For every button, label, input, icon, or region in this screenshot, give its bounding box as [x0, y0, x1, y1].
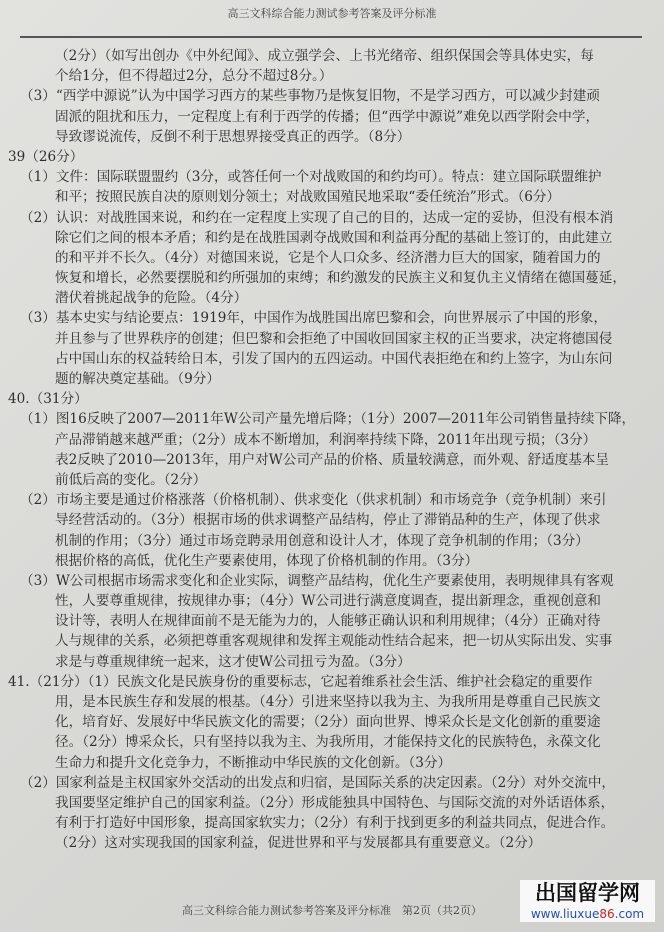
page-footer: 高三文科综合能力测试参考答案及评分标准 第2页（共2页） [182, 904, 482, 917]
text-line: （2）市场主要是通过价格涨落（价格机制）、供求变化（供求机制）和市场竞争（竞争机制）来引 [20, 492, 607, 509]
text-line: 根据价格的高低，优化生产要素使用，体现了价格机制的作用。（3分） [55, 552, 479, 569]
text-line: 机制的作用；（3分）通过市场竞聘录用创意和设计人才，体现了竞争机制的作用；（3分） [55, 532, 589, 549]
text-line: （3）W公司根据市场需求变化和企业实际，调整产品结构，优化生产要素使用，表明规律具有客观 [20, 572, 614, 589]
text-line: 占中国山东的权益转给日本，引发了国内的五四运动。中国代表拒绝在和约上签字，为山东问 [55, 350, 613, 367]
text-line: （3）“西学中源说”认为中国学习西方的某些事物乃是恢复旧物，不是学习西方，可以减少封建顽 [20, 88, 600, 105]
page-header: 高三文科综合能力测试参考答案及评分标准 [227, 7, 437, 20]
text-line: 导致谬说流传，反倒不利于思想界接受真正的西学。（8分） [55, 128, 411, 145]
text-line: 径。（2分）博采众长，只有坚持以我为主、为我所用，才能保持文化的民族特色，永葆文化 [55, 734, 601, 751]
text-line: 产品滞销越来越严重；（2分）成本不断增加，利润率持续下降，2011年出现亏损；（3分） [55, 431, 597, 448]
text-line: 导经营活动的。（3分）根据市场的供求调整产品结构，停止了滞销品种的生产，体现了供求 [55, 512, 601, 529]
text-line: 潜伏着挑起战争的危险。（4分） [55, 290, 248, 307]
text-line: （2分）（如写出创办《中外纪闻》、成立强学会、上书光绪帝、组织保国会等具体史实，每 [55, 48, 594, 64]
header-rule [20, 36, 642, 38]
text-line: 用，是本民族生存和发展的根基。（4分）引进来坚持以我为主、为我所用是尊重自己民族文 [55, 694, 601, 710]
text-line: 我国要坚定维护自己的国家利益。（2分）形成能独具中国特色、与国际交流的对外话语体系， [55, 794, 615, 811]
watermark-url-part: 86 [599, 907, 615, 921]
text-line: （1）文件：国际联盟盟约（3分，或答任何一个对战败国的和约均可）。特点：建立国际联盟维护 [20, 169, 602, 186]
answer-body [0, 46, 664, 854]
text-line: 表2反映了2010—2013年，用户对W公司产品的价格、质量较满意，而外观、舒适度基本呈 [55, 451, 609, 468]
text-line: 人与规律的关系，必须把尊重客观规律和发挥主观能动性结合起来，把一切从实际出发、实事 [55, 633, 613, 650]
text-line: 并且参与了世界秩序的创建；但巴黎和会拒绝了中国收回国家主权的正当要求，决定将德国侵 [55, 330, 613, 347]
text-line: 求是与尊重规律统一起来，这才使W公司扭亏为盈。（3分） [55, 653, 411, 670]
text-line: （1）图16反映了2007—2011年W公司产量先增后降；（1分）2007—2011年公司销售量持续下降， [20, 411, 636, 428]
text-line: 除它们之间的根本矛盾；和约是在战胜国剥夺战败国和利益再分配的基础上签订的，由此建立 [55, 229, 613, 246]
text-line: 40.（31分） [8, 391, 88, 408]
text-line: 41.（21分）（1）民族文化是民族身份的重要标志，它起着维系社会生活、维护社会稳定的重要作 [8, 673, 593, 690]
text-line: 性，人要尊重规律，按规律办事；（4分）W公司进行满意度调查，提出新理念，重视创意和 [55, 593, 601, 610]
text-line: 题的解决奠定基础。（9分） [55, 371, 220, 387]
watermark-url-part: .com [614, 907, 645, 921]
text-line: 个给1分，但不得超过2分，总分不超过8分。） [55, 68, 333, 85]
text-line: 39（26分） [8, 148, 84, 165]
text-line: 固派的阻扰和压力，一定程度上有利于西学的传播；但“西学中源说”难免以西学附会中学， [55, 108, 600, 125]
text-line: （2）国家利益是主权国家外交活动的出发点和归宿，是国际关系的决定因素。（2分）对外交流中， [20, 774, 616, 791]
text-line: 生命力和提升文化竞争力，不断推动中华民族的文化创新。（3分） [55, 754, 452, 771]
watermark-name: 出国留学网 [535, 881, 640, 905]
text-line: 的和平并不长久。（4分）对德国来说，它是个人口众多、经济潜力巨大的国家，随着国力的 [55, 249, 601, 266]
text-line: （2分）这对实现我国的国家利益，促进世界和平与发展都具有重要意义。（2分） [55, 835, 542, 852]
text-line: 前低后高的变化。（2分） [55, 471, 207, 488]
watermark-logo [520, 880, 655, 922]
text-line: （2）认识：对战胜国来说，和约在一定程度上实现了自己的目的，达成一定的妥协，但没有根本消 [20, 209, 614, 226]
text-line: 有利于打造好中国形象，提高国家软实力；（2分）有利于找到更多的利益共同点，促进合作。 [55, 815, 615, 832]
text-line: 设计等，表明人在规律面前不是无能为力的，人能够正确认识和利用规律；（4分）正确对待 [55, 613, 601, 630]
text-line: 恢复和增长，必然要摆脱和约所强加的束缚；和约激发的民族主义和复仇主义情绪在德国蔓延， [55, 270, 626, 287]
text-line: （3）基本史实与结论要点：1919年，中国作为战胜国出席巴黎和会，向世界展示了中国的形象， [20, 310, 607, 327]
watermark-url [520, 906, 655, 922]
watermark-url-part: www.liuxue [530, 907, 600, 921]
text-line: 和平；按照民族自决的原则划分领土；对战败国殖民地采取“委任统治”形式。（6分） [55, 189, 561, 206]
text-line: 化，培育好、发展好中华民族文化的需要；（2分）面向世界、博采众长是文化创新的重要途 [55, 714, 601, 731]
